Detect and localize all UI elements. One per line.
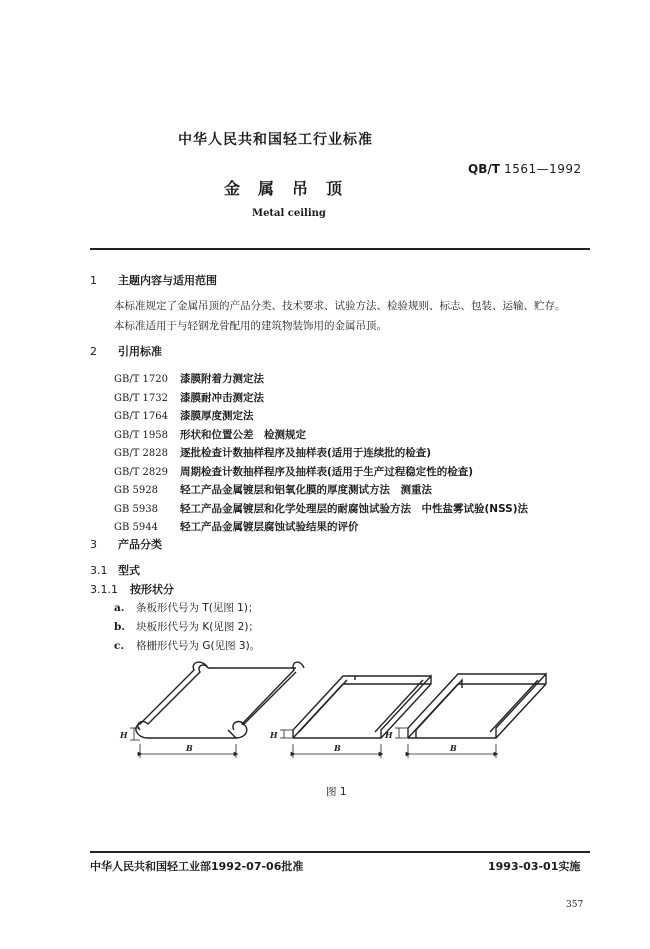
reference-code: GB 5938: [114, 503, 158, 515]
section-3-1-title: 型式: [118, 564, 140, 577]
reference-row: [114, 482, 432, 497]
reference-name: 漆膜厚度测定法: [180, 410, 254, 422]
reference-code: GB/T 1732: [114, 392, 169, 404]
approval-line: 中华人民共和国轻工业部1992-07-06批准: [90, 860, 304, 873]
standard-category-title: 中华人民共和国轻工行业标准: [178, 132, 373, 148]
reference-code: GB/T 2828: [114, 448, 169, 459]
section-1-paragraph-1: 本标准规定了金属吊顶的产品分类、技术要求、试验方法、检验规则、标志、包装、运输、贮存。: [114, 300, 566, 312]
reference-code: GB/T 1720: [114, 374, 169, 385]
item-text: 块板形代号为 K(见图 2)；: [136, 621, 259, 633]
figure-h-label-3: H: [385, 730, 393, 740]
section-1-heading: [90, 272, 217, 288]
reference-row: [114, 519, 359, 534]
item-text: 格栅形代号为 G(见图 3)。: [136, 640, 261, 652]
block-panel-drawing: [293, 676, 431, 738]
implementation-date: 1993-03-01实施: [488, 860, 581, 873]
reference-name: 周期检查计数抽样程序及抽样表(适用于生产过程稳定性的检查): [180, 465, 474, 478]
section-3-1-heading: [90, 562, 140, 578]
reference-name: 轻工产品金属镀层和化学处理层的耐腐蚀试验方法 中性盐雾试验(NSS)法: [180, 502, 529, 515]
standard-code: [468, 162, 582, 176]
reference-row: [114, 427, 306, 442]
item-marker: a.: [114, 602, 125, 614]
reference-row: [114, 445, 431, 460]
section-2-heading: [90, 343, 162, 359]
figure-1-caption: 图 1: [326, 786, 347, 798]
reference-row: [114, 501, 528, 516]
figure-h-label-2: H: [270, 730, 278, 740]
reference-name: 轻工产品金属镀层和铝氧化膜的厚度测试方法 测重法: [180, 484, 432, 496]
reference-name: 形状和位置公差 检测规定: [180, 428, 306, 441]
section-1-number: 1: [90, 274, 97, 287]
document-subtitle: Metal ceiling: [252, 208, 326, 219]
section-2-number: 2: [90, 345, 97, 358]
reference-name: 轻工产品金属镀层腐蚀试验结果的评价: [180, 521, 359, 533]
section-3-1-1-title: 按形状分: [130, 583, 174, 596]
reference-row: [114, 390, 264, 405]
shape-type-item: [114, 600, 258, 615]
reference-code: GB/T 1764: [114, 411, 169, 422]
figure-b-label-2: B: [334, 743, 341, 753]
section-3-1-1-heading: [90, 581, 174, 597]
reference-code: GB 5944: [114, 522, 158, 533]
reference-name: 漆膜耐冲击测定法: [180, 391, 264, 404]
figure-b-label-1: B: [186, 743, 193, 753]
footer-divider: [90, 851, 590, 853]
section-1-title: 主题内容与适用范围: [118, 274, 217, 287]
section-3-1-number: 3.1: [90, 564, 108, 577]
section-1-paragraph-2: 本标准适用于与轻钢龙骨配用的建筑物装饰用的金属吊顶。: [114, 320, 387, 332]
strip-panel-drawing: [136, 662, 304, 738]
header-divider: [90, 248, 590, 250]
reference-code: GB 5928: [114, 485, 158, 496]
reference-row: [114, 464, 473, 479]
reference-row: [114, 371, 264, 386]
reference-code: GB/T 2829: [114, 466, 169, 478]
page-number: 357: [566, 900, 584, 910]
figure-b-label-3: B: [450, 743, 457, 753]
section-3-number: 3: [90, 538, 97, 551]
standard-code-prefix: QB/T: [468, 162, 500, 176]
standard-code-number: 1561—1992: [504, 162, 582, 176]
section-3-title: 产品分类: [118, 538, 162, 551]
shape-type-item: [114, 638, 260, 653]
document-title: 金属吊顶: [224, 179, 361, 198]
figure-h-label-1: H: [120, 730, 128, 740]
shape-type-item: [114, 619, 259, 634]
item-marker: c.: [114, 640, 125, 652]
figure-1-drawing: [110, 658, 550, 773]
reference-name: 漆膜附着力测定法: [180, 373, 264, 385]
reference-code: GB/T 1958: [114, 429, 169, 441]
section-3-heading: [90, 536, 162, 552]
item-text: 条板形代号为 T(见图 1)；: [136, 602, 259, 614]
section-2-title: 引用标准: [118, 345, 162, 358]
reference-row: [114, 408, 254, 423]
section-3-1-1-number: 3.1.1: [90, 583, 118, 596]
item-marker: b.: [114, 621, 125, 633]
reference-name: 逐批检查计数抽样程序及抽样表(适用于连续批的检查): [180, 447, 432, 459]
